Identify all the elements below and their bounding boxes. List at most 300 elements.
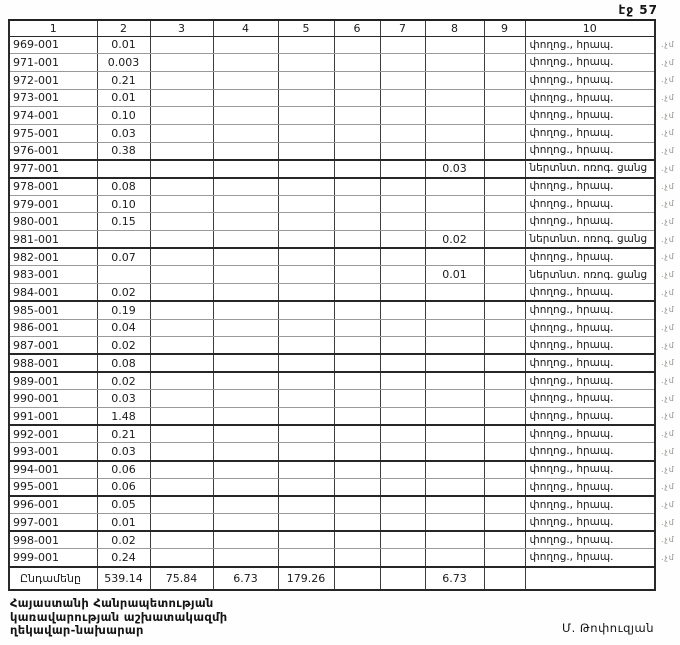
table-row: [9, 160, 655, 178]
cell-col9: [484, 178, 525, 196]
cell-col4: [213, 71, 278, 89]
cell-landuse-note: փողոց., հրապ.: [525, 407, 655, 425]
cell-col8: [425, 549, 484, 567]
cell-col5: [278, 372, 334, 390]
cell-landuse-note: փողոց., հրապ.: [525, 71, 655, 89]
cell-col9: [484, 443, 525, 461]
cell-parcel-code: 971-001: [9, 54, 97, 72]
column-header: 9: [484, 20, 525, 36]
cell-col7: [380, 266, 425, 284]
cell-col6: [334, 107, 380, 125]
cell-col7: [380, 89, 425, 107]
cell-parcel-code: 978-001: [9, 178, 97, 196]
cell-col9: [484, 390, 525, 408]
cell-col3: [150, 178, 213, 196]
cell-landuse-note: փողոց., հրապ.: [525, 213, 655, 231]
cell-col5: [278, 195, 334, 213]
cell-col8: [425, 142, 484, 160]
cell-landuse-note: փողոց., հրապ.: [525, 248, 655, 266]
cell-col6: [334, 549, 380, 567]
cell-col7: [380, 319, 425, 337]
table-row: [9, 124, 655, 142]
cell-parcel-code: 995-001: [9, 478, 97, 496]
cell-col7: [380, 107, 425, 125]
cell-parcel-code: 969-001: [9, 36, 97, 54]
column-header: 5: [278, 20, 334, 36]
table-row: [9, 337, 655, 355]
cell-col9: [484, 89, 525, 107]
cell-col3: [150, 514, 213, 532]
margin-scan-mark: .չմ: [661, 269, 675, 279]
cell-col4: [213, 142, 278, 160]
cell-col7: [380, 372, 425, 390]
table-row: [9, 549, 655, 567]
cell-parcel-code: 982-001: [9, 248, 97, 266]
cell-col9: [484, 301, 525, 319]
cell-col4: [213, 36, 278, 54]
cell-col9: [484, 36, 525, 54]
cell-col4: [213, 266, 278, 284]
cell-col6: [334, 266, 380, 284]
table-row: [9, 213, 655, 231]
cell-area: 0.04: [97, 319, 150, 337]
cell-col6: [334, 461, 380, 479]
cell-col3: [150, 107, 213, 125]
footer-line: կառավարության աշխատակազմի: [10, 609, 228, 624]
table-row: [9, 354, 655, 372]
cell-parcel-code: 992-001: [9, 425, 97, 443]
table-row: [9, 301, 655, 319]
cell-col3: [150, 443, 213, 461]
margin-scan-mark: .չմ: [661, 287, 675, 297]
cell-parcel-code: 999-001: [9, 549, 97, 567]
cell-col7: [380, 160, 425, 178]
table-header-row: [9, 20, 655, 36]
cell-col7: [380, 425, 425, 443]
table-row: [9, 319, 655, 337]
parcels-table-wrap: [8, 19, 675, 591]
table-row: [9, 231, 655, 249]
table-row: [9, 407, 655, 425]
cell-col3: [150, 195, 213, 213]
cell-col4: [213, 425, 278, 443]
cell-area: 0.05: [97, 496, 150, 514]
cell-col9: [484, 248, 525, 266]
cell-col5: [278, 248, 334, 266]
total-label: Ընդամենը: [9, 567, 97, 590]
table-body: [9, 36, 655, 567]
cell-col6: [334, 337, 380, 355]
table-row: [9, 496, 655, 514]
cell-col9: [484, 478, 525, 496]
cell-col3: [150, 372, 213, 390]
column-header: 7: [380, 20, 425, 36]
cell-col5: [278, 178, 334, 196]
cell-col8: [425, 514, 484, 532]
margin-scan-mark: .չմ: [661, 234, 675, 244]
margin-scan-mark: .չմ: [661, 446, 675, 456]
cell-col7: [380, 549, 425, 567]
cell-col4: [213, 284, 278, 302]
cell-col6: [334, 319, 380, 337]
cell-col3: [150, 284, 213, 302]
cell-col9: [484, 142, 525, 160]
cell-col9: [484, 337, 525, 355]
table-row: [9, 248, 655, 266]
margin-scan-mark: .չմ: [661, 57, 675, 67]
cell-parcel-code: 986-001: [9, 319, 97, 337]
footer-authority-text: [10, 597, 227, 638]
cell-col8: [425, 407, 484, 425]
cell-col6: [334, 407, 380, 425]
table-row: [9, 195, 655, 213]
margin-scan-mark: .չմ: [661, 393, 675, 403]
margin-scan-mark: .չմ: [661, 358, 675, 368]
cell-col6: [334, 301, 380, 319]
cell-col9: [484, 71, 525, 89]
cell-col4: [213, 107, 278, 125]
total-col10: [525, 567, 655, 590]
cell-col4: [213, 407, 278, 425]
cell-col4: [213, 178, 278, 196]
total-col8: 6.73: [425, 567, 484, 590]
cell-col3: [150, 461, 213, 479]
cell-landuse-note: փողոց., հրապ.: [525, 372, 655, 390]
cell-col6: [334, 478, 380, 496]
cell-col5: [278, 478, 334, 496]
cell-col9: [484, 531, 525, 549]
cell-col3: [150, 89, 213, 107]
total-col7: [380, 567, 425, 590]
cell-area: 0.01: [97, 514, 150, 532]
cell-col7: [380, 36, 425, 54]
margin-scan-mark: .չմ: [661, 535, 675, 545]
cell-col5: [278, 354, 334, 372]
cell-col8: [425, 107, 484, 125]
cell-landuse-note: փողոց., հրապ.: [525, 178, 655, 196]
margin-scan-mark: .չմ: [661, 252, 675, 262]
cell-col6: [334, 372, 380, 390]
cell-col3: [150, 248, 213, 266]
margin-scan-mark: .չմ: [661, 181, 675, 191]
cell-landuse-note: ներտնտ. ոռոգ. ցանց: [525, 160, 655, 178]
cell-col7: [380, 54, 425, 72]
cell-col7: [380, 301, 425, 319]
cell-col5: [278, 461, 334, 479]
cell-area: 0.21: [97, 425, 150, 443]
table-row: [9, 531, 655, 549]
table-row: [9, 514, 655, 532]
cell-col5: [278, 496, 334, 514]
cell-landuse-note: փողոց., հրապ.: [525, 107, 655, 125]
margin-scan-mark: .չմ: [661, 93, 675, 103]
cell-col5: [278, 266, 334, 284]
cell-col7: [380, 71, 425, 89]
total-col2: 539.14: [97, 567, 150, 590]
cell-parcel-code: 972-001: [9, 71, 97, 89]
cell-col4: [213, 301, 278, 319]
cell-col4: [213, 231, 278, 249]
table-row: [9, 284, 655, 302]
cell-area: 0.03: [97, 124, 150, 142]
table-row: [9, 390, 655, 408]
cell-area: 0.02: [97, 531, 150, 549]
cell-col3: [150, 354, 213, 372]
cell-landuse-note: ներտնտ. ոռոգ. ցանց: [525, 266, 655, 284]
cell-col8: 0.02: [425, 231, 484, 249]
cell-area: 0.10: [97, 107, 150, 125]
cell-col8: 0.03: [425, 160, 484, 178]
cell-area: 0.03: [97, 390, 150, 408]
cell-col4: [213, 461, 278, 479]
table-row: [9, 266, 655, 284]
cell-col8: [425, 461, 484, 479]
margin-scan-mark: .չմ: [661, 376, 675, 386]
cell-area: [97, 266, 150, 284]
cell-col5: [278, 531, 334, 549]
cell-col8: [425, 36, 484, 54]
cell-col9: [484, 160, 525, 178]
cell-col9: [484, 213, 525, 231]
signature-name: Մ. Թոփուզյան: [562, 621, 654, 635]
cell-landuse-note: փողոց., հրապ.: [525, 54, 655, 72]
margin-marks-column: [661, 19, 675, 567]
cell-parcel-code: 990-001: [9, 390, 97, 408]
cell-col5: [278, 142, 334, 160]
cell-col8: [425, 195, 484, 213]
table-row: [9, 89, 655, 107]
cell-area: 0.02: [97, 337, 150, 355]
cell-parcel-code: 983-001: [9, 266, 97, 284]
margin-scan-mark: .չմ: [661, 163, 675, 173]
table-row: [9, 372, 655, 390]
cell-col7: [380, 178, 425, 196]
cell-col4: [213, 124, 278, 142]
cell-col5: [278, 231, 334, 249]
cell-col8: 0.01: [425, 266, 484, 284]
cell-col9: [484, 461, 525, 479]
cell-col3: [150, 496, 213, 514]
cell-col3: [150, 231, 213, 249]
cell-col6: [334, 89, 380, 107]
cell-col3: [150, 549, 213, 567]
cell-col7: [380, 354, 425, 372]
cell-landuse-note: փողոց., հրապ.: [525, 284, 655, 302]
cell-col8: [425, 496, 484, 514]
cell-col8: [425, 284, 484, 302]
cell-col3: [150, 407, 213, 425]
cell-parcel-code: 976-001: [9, 142, 97, 160]
cell-col9: [484, 107, 525, 125]
cell-col7: [380, 248, 425, 266]
margin-scan-mark: .չմ: [661, 216, 675, 226]
total-col4: 6.73: [213, 567, 278, 590]
cell-area: 0.08: [97, 354, 150, 372]
total-col9: [484, 567, 525, 590]
cell-col5: [278, 89, 334, 107]
cell-col4: [213, 443, 278, 461]
cell-landuse-note: փողոց., հրապ.: [525, 124, 655, 142]
cell-area: 0.10: [97, 195, 150, 213]
margin-scan-mark: .չմ: [661, 128, 675, 138]
cell-col3: [150, 390, 213, 408]
cell-col5: [278, 425, 334, 443]
cell-parcel-code: 974-001: [9, 107, 97, 125]
cell-col7: [380, 142, 425, 160]
margin-scan-mark: .չմ: [661, 75, 675, 85]
cell-landuse-note: փողոց., հրապ.: [525, 531, 655, 549]
cell-col8: [425, 213, 484, 231]
cell-col3: [150, 478, 213, 496]
footer-line: Հայաստանի Հանրապետության: [10, 596, 214, 610]
total-col3: 75.84: [150, 567, 213, 590]
cell-col7: [380, 443, 425, 461]
cell-landuse-note: փողոց., հրապ.: [525, 390, 655, 408]
page-number: էջ 57: [618, 3, 658, 17]
cell-col8: [425, 531, 484, 549]
cell-col5: [278, 319, 334, 337]
cell-col9: [484, 407, 525, 425]
cell-parcel-code: 977-001: [9, 160, 97, 178]
cell-col3: [150, 124, 213, 142]
cell-col7: [380, 231, 425, 249]
cell-col4: [213, 372, 278, 390]
cell-area: 0.21: [97, 71, 150, 89]
cell-parcel-code: 979-001: [9, 195, 97, 213]
cell-col8: [425, 301, 484, 319]
cell-landuse-note: փողոց., հրապ.: [525, 36, 655, 54]
cell-area: 0.06: [97, 478, 150, 496]
cell-area: [97, 160, 150, 178]
cell-col3: [150, 71, 213, 89]
cell-col6: [334, 160, 380, 178]
cell-col8: [425, 248, 484, 266]
cell-landuse-note: ներտնտ. ոռոգ. ցանց: [525, 231, 655, 249]
margin-scan-mark: .չմ: [661, 411, 675, 421]
cell-parcel-code: 987-001: [9, 337, 97, 355]
table-row: [9, 71, 655, 89]
table-row: [9, 443, 655, 461]
cell-col4: [213, 496, 278, 514]
cell-col6: [334, 425, 380, 443]
cell-col6: [334, 124, 380, 142]
table-row: [9, 178, 655, 196]
cell-col4: [213, 213, 278, 231]
cell-col9: [484, 319, 525, 337]
cell-landuse-note: փողոց., հրապ.: [525, 425, 655, 443]
cell-col6: [334, 390, 380, 408]
cell-parcel-code: 993-001: [9, 443, 97, 461]
cell-col9: [484, 284, 525, 302]
cell-area: 0.38: [97, 142, 150, 160]
cell-col8: [425, 354, 484, 372]
cell-col6: [334, 354, 380, 372]
cell-parcel-code: 985-001: [9, 301, 97, 319]
cell-area: 0.02: [97, 284, 150, 302]
cell-parcel-code: 989-001: [9, 372, 97, 390]
cell-parcel-code: 984-001: [9, 284, 97, 302]
cell-landuse-note: փողոց., հրապ.: [525, 337, 655, 355]
cell-area: 0.01: [97, 36, 150, 54]
cell-col6: [334, 142, 380, 160]
cell-col9: [484, 231, 525, 249]
cell-area: 0.15: [97, 213, 150, 231]
table-row: [9, 461, 655, 479]
cell-parcel-code: 975-001: [9, 124, 97, 142]
cell-area: [97, 231, 150, 249]
cell-col5: [278, 54, 334, 72]
cell-col6: [334, 443, 380, 461]
cell-parcel-code: 981-001: [9, 231, 97, 249]
cell-col3: [150, 531, 213, 549]
margin-scan-mark: .չմ: [661, 40, 675, 49]
cell-col9: [484, 425, 525, 443]
cell-col8: [425, 178, 484, 196]
cell-col9: [484, 124, 525, 142]
cell-landuse-note: փողոց., հրապ.: [525, 443, 655, 461]
cell-col5: [278, 337, 334, 355]
cell-parcel-code: 973-001: [9, 89, 97, 107]
cell-col7: [380, 478, 425, 496]
cell-col4: [213, 195, 278, 213]
cell-area: 0.01: [97, 89, 150, 107]
cell-parcel-code: 997-001: [9, 514, 97, 532]
cell-area: 0.03: [97, 443, 150, 461]
cell-col6: [334, 195, 380, 213]
cell-col9: [484, 372, 525, 390]
cell-col6: [334, 71, 380, 89]
cell-col6: [334, 54, 380, 72]
cell-parcel-code: 996-001: [9, 496, 97, 514]
cell-col5: [278, 36, 334, 54]
column-header: 1: [9, 20, 97, 36]
cell-landuse-note: փողոց., հրապ.: [525, 478, 655, 496]
cell-area: 0.003: [97, 54, 150, 72]
cell-parcel-code: 988-001: [9, 354, 97, 372]
column-header: 10: [525, 20, 655, 36]
cell-landuse-note: փողոց., հրապ.: [525, 319, 655, 337]
cell-col5: [278, 160, 334, 178]
cell-col5: [278, 107, 334, 125]
cell-col8: [425, 124, 484, 142]
table-row: [9, 478, 655, 496]
cell-area: 0.19: [97, 301, 150, 319]
margin-scan-mark: .չմ: [661, 199, 675, 209]
cell-landuse-note: փողոց., հրապ.: [525, 89, 655, 107]
cell-area: 0.06: [97, 461, 150, 479]
cell-col3: [150, 160, 213, 178]
margin-scan-mark: .չմ: [661, 146, 675, 156]
cell-col7: [380, 195, 425, 213]
cell-col5: [278, 514, 334, 532]
cell-col9: [484, 354, 525, 372]
cell-col7: [380, 124, 425, 142]
cell-col3: [150, 301, 213, 319]
table-row: [9, 36, 655, 54]
cell-col9: [484, 514, 525, 532]
cell-col8: [425, 425, 484, 443]
cell-col5: [278, 407, 334, 425]
column-header: 2: [97, 20, 150, 36]
cell-col8: [425, 443, 484, 461]
cell-col5: [278, 213, 334, 231]
cell-col8: [425, 71, 484, 89]
total-col6: [334, 567, 380, 590]
cell-col7: [380, 390, 425, 408]
margin-scan-mark: .չմ: [661, 464, 675, 474]
cell-col6: [334, 514, 380, 532]
cell-parcel-code: 991-001: [9, 407, 97, 425]
